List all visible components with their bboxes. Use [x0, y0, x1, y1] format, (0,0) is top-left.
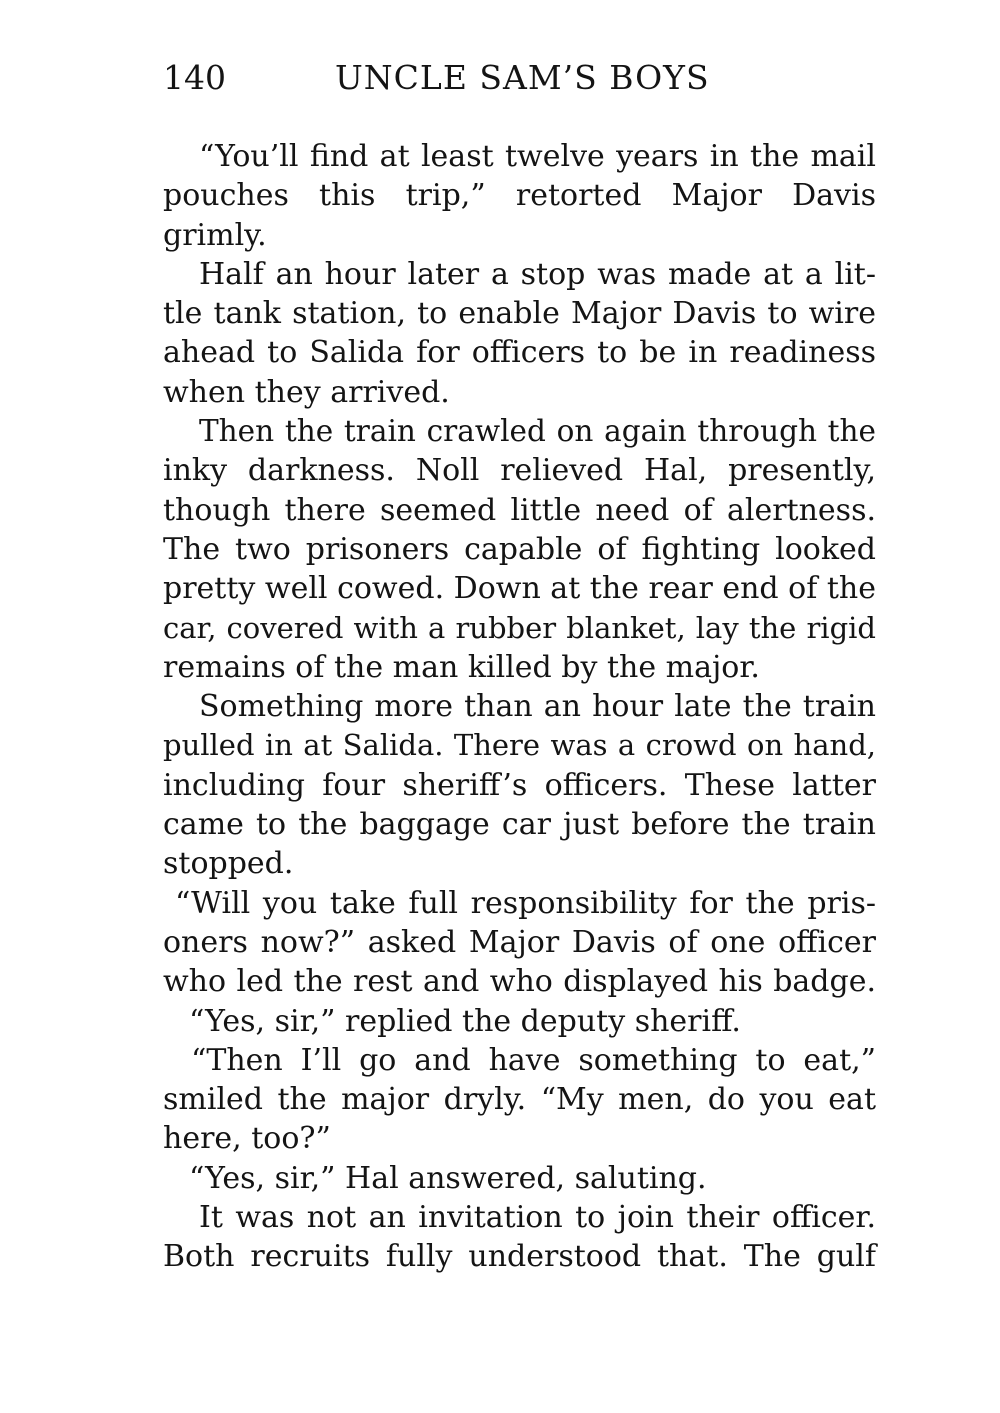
- text-line: pulled in at Salida. There was a crowd on hand,: [163, 728, 876, 763]
- text-line: though there seemed little need of alertness.: [163, 492, 876, 528]
- text-line: pretty well cowed. Down at the rear end of the: [163, 571, 876, 607]
- body-text: [163, 137, 876, 1277]
- text-line: oners now?” asked Major Davis of one officer: [163, 924, 876, 960]
- text-line: Then the train crawled on again through the: [199, 414, 876, 449]
- text-line: “Yes, sir,” Hal answered, saluting.: [189, 1160, 707, 1196]
- text-line: who led the rest and who displayed his badge.: [163, 964, 876, 1000]
- text-line: “Yes, sir,” replied the deputy sheriff.: [189, 1003, 741, 1039]
- text-line: inky darkness. Noll relieved Hal, presently,: [163, 453, 876, 489]
- text-line: “Will you take full responsibility for the pris-: [175, 885, 876, 921]
- page-number: 140: [163, 58, 226, 97]
- text-line: “Then I’ll go and have something to eat,”: [191, 1042, 876, 1078]
- text-line: Half an hour later a stop was made at a lit-: [199, 256, 876, 292]
- text-line: smiled the major dryly. “My men, do you eat: [163, 1082, 876, 1118]
- text-line: here, too?”: [163, 1121, 331, 1157]
- text-line: pouches this trip,” retorted Major Davis: [163, 178, 876, 214]
- text-line: including four sheriff’s officers. These latter: [163, 767, 876, 803]
- text-line: remains of the man killed by the major.: [163, 649, 760, 685]
- text-line: Both recruits fully understood that. The gulf: [163, 1239, 876, 1275]
- text-line: car, covered with a rubber blanket, lay the rigid: [163, 610, 876, 645]
- text-line: ahead to Salida for officers to be in readiness: [163, 335, 876, 371]
- text-line: “You’ll find at least twelve years in the mail: [199, 139, 876, 174]
- text-line: when they arrived.: [163, 374, 450, 410]
- text-line: tle tank station, to enable Major Davis to wire: [163, 296, 876, 332]
- page-header: [163, 56, 763, 100]
- text-line: It was not an invitation to join their officer.: [199, 1200, 876, 1236]
- running-title: UNCLE SAM’S BOYS: [335, 58, 710, 97]
- text-line: came to the baggage car just before the train: [163, 807, 876, 843]
- text-line: grimly.: [163, 217, 267, 253]
- text-line: Something more than an hour late the train: [199, 689, 876, 725]
- text-line: The two prisoners capable of fighting looked: [163, 531, 876, 567]
- text-line: stopped.: [163, 846, 294, 882]
